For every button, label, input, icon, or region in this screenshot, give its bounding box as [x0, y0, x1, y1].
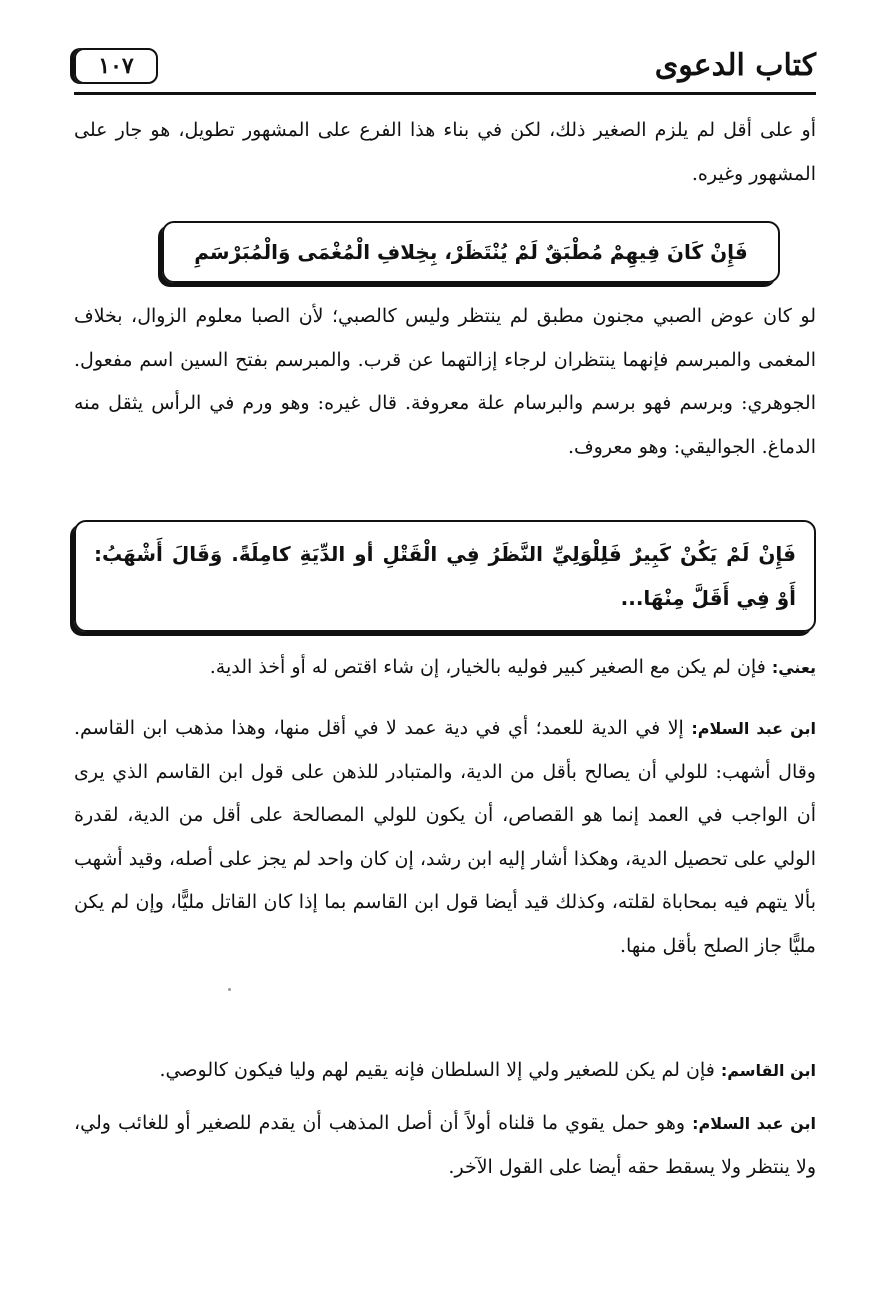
commentary-paragraph-3 — [74, 646, 816, 690]
commentary-paragraph-4 — [74, 707, 816, 968]
print-speck — [228, 988, 231, 991]
matn-text-2: فَإِنْ لَمْ يَكُنْ كَبِيرٌ فَلِلْوَلِيِّ النَّظَرُ فِي الْقَتْلِ أو الدِّيَةِ كامِلَةً. وَقَالَ أَشْهَبُ: أَوْ فِي أَقَلَّ مِنْهَا... — [94, 542, 796, 610]
paragraph-text: وهو حمل يقوي ما قلناه أولاً أن أصل المذهب أن يقدم للصغير أو للغائب ولي، ولا ينتظر ولا يسقط حقه أيضا على القول الآخر. — [74, 1112, 816, 1178]
chapter-title: كتاب الدعوى — [654, 48, 816, 83]
paragraph-text: فإن لم يكن للصغير ولي إلا السلطان فإنه يقيم لهم وليا فيكون كالوصي. — [159, 1059, 721, 1081]
matn-box-1 — [162, 221, 780, 283]
commentary-paragraph-1: أو على أقل لم يلزم الصغير ذلك، لكن في بناء هذا الفرع على المشهور تطويل، هو جار على المشهور وغيره. — [74, 119, 816, 185]
page-number: ١٠٧ — [74, 48, 158, 84]
matn-text-1: فَإِنْ كَانَ فِيهِمْ مُطْبَقٌ لَمْ يُنْتَظَرْ، بِخِلافِ الْمُغْمَى وَالْمُبَرْسَمِ — [194, 240, 748, 264]
paragraph-text: إلا في الدية للعمد؛ أي في دية عمد لا في أقل منها، وهذا مذهب ابن القاسم. وقال أشهب: للولي أن يصالح بأقل من الدية، والمتبادر للذهن على قول ابن القاسم الذي يرى أن الواجب في العمد إنما هو القصاص، أن يكون للولي المصالحة على أقل من الدية، لقدرة الولي على تحصيل الدية، وهكذا أشار إليه ابن رشد، إن كان واحد لم يجز على أصله، وقيد أشهب بألا يتهم فيه بمحاباة لقلته، وكذلك قيد أيضا قول ابن القاسم بما إذا كان القاتل مليًّا، وإن لم يكن مليًّا جاز الصلح بأقل منها. — [74, 717, 816, 957]
speaker-label: ابن عبد السلام: — [691, 719, 816, 738]
speaker-label: ابن عبد السلام: — [692, 1114, 816, 1133]
page-header — [74, 44, 816, 94]
commentary-paragraph-5 — [74, 1049, 816, 1093]
speaker-label: ابن القاسم: — [720, 1061, 816, 1080]
paragraph-text: فإن لم يكن مع الصغير كبير فوليه بالخيار، إن شاء اقتص له أو أخذ الدية. — [209, 656, 772, 678]
commentary-paragraph-6 — [74, 1102, 816, 1189]
header-divider — [74, 92, 816, 95]
matn-box-2 — [74, 520, 816, 632]
commentary-paragraph-2: لو كان عوض الصبي مجنون مطبق لم ينتظر وليس كالصبي؛ لأن الصبا معلوم الزوال، بخلاف المغمى والمبرسم فإنهما ينتظران لرجاء إزالتهما عن قرب. والمبرسم بفتح السين اسم مفعول. الجوهري: وبرسم فهو برسم والبرسام علة معروفة. قال غيره: وهو ورم في الرأس يثقل منه الدماغ. الجواليقي: وهو معروف. — [74, 305, 816, 458]
speaker-label: يعني: — [771, 658, 816, 677]
